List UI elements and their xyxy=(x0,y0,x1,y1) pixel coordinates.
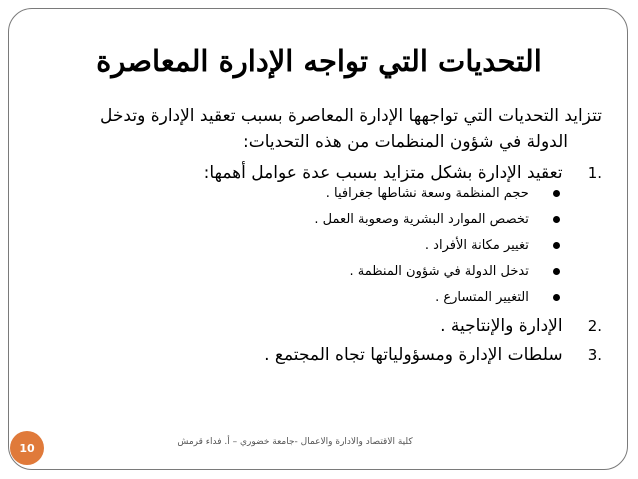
bullet-item-4 xyxy=(60,264,560,279)
list-number-1: 1. xyxy=(587,164,602,182)
page-number-badge: 10 xyxy=(10,431,44,465)
bullet-dot-icon xyxy=(553,216,560,223)
bullet-text-1: حجم المنظمة وسعة نشاطها جغرافيا . xyxy=(325,186,529,201)
bullet-text-5: التغيير المتسارع . xyxy=(435,290,529,305)
list-text-3: سلطات الإدارة ومسؤولياتها تجاه المجتمع . xyxy=(264,345,563,365)
bullet-text-3: تغيير مكانة الأفراد . xyxy=(424,238,529,253)
bullet-text-4: تدخل الدولة في شؤون المنظمة . xyxy=(349,264,529,279)
list-number-3: 3. xyxy=(587,346,602,364)
bullet-item-2 xyxy=(60,212,560,227)
bullet-dot-icon xyxy=(553,242,560,249)
bullet-dot-icon xyxy=(553,190,560,197)
slide-footer: كلية الاقتصاد والادارة والاعمال -جامعة خضوري – أ. فداء قرمش xyxy=(177,437,413,447)
bullet-item-5 xyxy=(60,290,560,305)
intro-line-2: الدولة في شؤون المنظمات من هذه التحديات: xyxy=(242,132,568,152)
bullet-dot-icon xyxy=(553,294,560,301)
bullet-item-3 xyxy=(60,238,560,253)
list-text-2: الإدارة والإنتاجية . xyxy=(440,316,563,336)
list-item-3 xyxy=(62,345,602,365)
bullet-item-1 xyxy=(60,186,560,201)
intro-paragraph xyxy=(42,103,602,155)
list-number-2: 2. xyxy=(587,317,602,335)
slide-title: التحديات التي تواجه الإدارة المعاصرة xyxy=(96,44,542,78)
bullet-text-2: تخصص الموارد البشرية وصعوبة العمل . xyxy=(314,212,529,227)
list-item-1 xyxy=(62,163,602,183)
intro-line-1: تتزايد التحديات التي تواجهها الإدارة المعاصرة بسبب تعقيد الإدارة وتدخل xyxy=(100,106,602,126)
list-text-1: تعقيد الإدارة بشكل متزايد بسبب عدة عوامل أهمها: xyxy=(203,163,563,183)
bullet-dot-icon xyxy=(553,268,560,275)
list-item-2 xyxy=(62,316,602,336)
